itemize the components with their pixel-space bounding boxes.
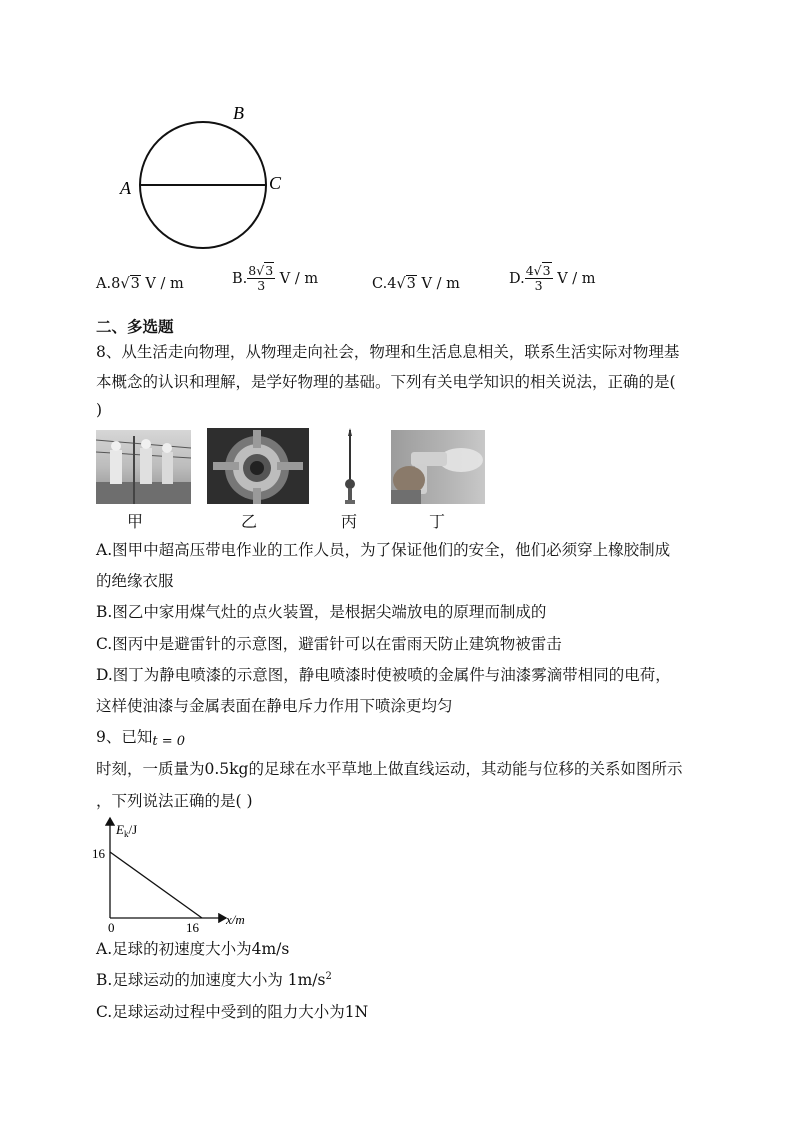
fraction: $\frac{8√3}{3}$ [248,263,274,294]
q9-stem-line1: 9、已知t = 0 [96,728,186,749]
section-heading: 二、多选题 [96,317,174,336]
lightning-rod-icon [340,428,360,506]
q9-stem-line3: ，下列说法正确的是( ) [96,792,253,810]
fraction: $\frac{4√3}{3}$ [525,263,551,294]
q8-option-c[interactable]: C.图丙中是避雷针的示意图，避雷针可以在雷雨天防止建筑物被雷击 [96,635,562,653]
label-a: A [120,178,131,198]
x-tick-label: 16 [186,920,199,935]
q8-option-a-line2: 的绝缘衣服 [96,572,174,590]
caption-yi: 乙 [241,512,258,531]
q8-option-d-line1[interactable]: D.图丁为静电喷漆的示意图，静电喷漆时使被喷的金属件与油漆雾滴带相同的电荷， [96,666,671,684]
option-b-q7[interactable]: B. $\frac{8√3}{3}$ V / m [232,263,319,294]
q9-stem-line2: 时刻，一质量为0.5kg的足球在水平草地上做直线运动，其动能与位移的关系如图所示 [96,760,683,778]
photo-high-voltage-workers [96,430,191,504]
option-c-q7[interactable]: C.4√3 V / m [372,276,460,292]
q9-option-a[interactable]: A.足球的初速度大小为4m/s [96,940,290,958]
photo-gas-stove-igniter [207,428,309,504]
q8-stem-line1: 8、从生活走向物理，从物理走向社会，物理和生活息息相关，联系生活实际对物理基 [96,343,680,361]
q8-option-d-line2: 这样使油漆与金属表面在静电斥力作用下喷涂更均匀 [96,697,453,715]
q9-option-c[interactable]: C.足球运动过程中受到的阻力大小为1N [96,1003,369,1021]
label-b: B [233,103,244,123]
caption-bing: 丙 [341,512,358,531]
photo-electrostatic-spray [391,430,485,504]
ek-x-chart [88,814,258,936]
y-axis-label: $E_k/J$ [116,822,138,839]
y-tick-label: 16 [92,846,105,861]
option-d-q7[interactable]: D. $\frac{4√3}{3}$ V / m [509,263,596,294]
x-axis-label: x/m [226,912,245,927]
ek-series-line [110,852,202,918]
option-a-q7[interactable]: A.8√3 V / m [96,276,184,292]
origin-label: 0 [108,920,115,935]
caption-ding: 丁 [429,512,446,531]
circle-figure [110,95,310,265]
q8-stem-line2: 本概念的认识和理解，是学好物理的基础。下列有关电学知识的相关说法，正确的是( [96,373,676,391]
q8-option-a-line1[interactable]: A.图甲中超高压带电作业的工作人员，为了保证他们的安全，他们必须穿上橡胶制成 [96,541,671,559]
q8-option-b[interactable]: B.图乙中家用煤气灶的点火装置，是根据尖端放电的原理而制成的 [96,603,547,621]
caption-jia: 甲 [127,512,144,531]
q8-stem-line3: ) [96,401,103,419]
math-t-equals-0: t = 0 [152,734,186,749]
q9-option-b[interactable]: B.足球运动的加速度大小为 $1m/s^2$ [96,971,332,990]
label-c: C [269,173,282,193]
